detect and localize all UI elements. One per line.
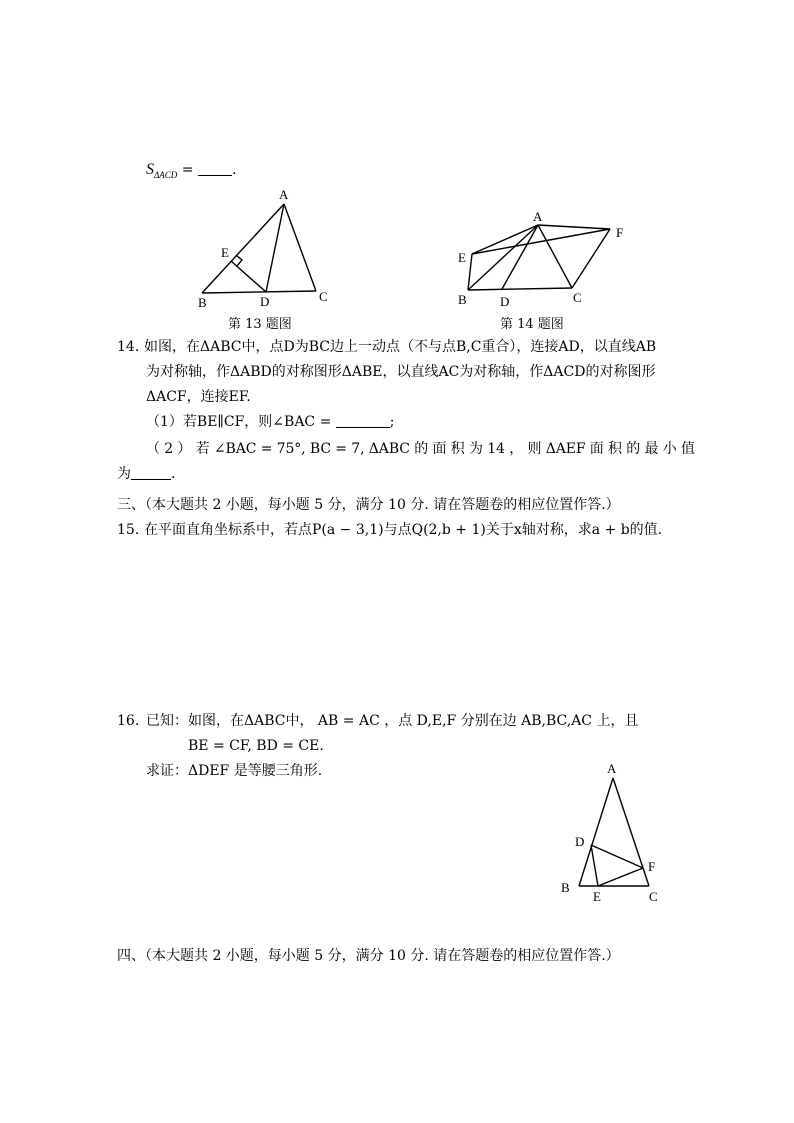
segment-ed: [231, 261, 266, 292]
area-subscript: ΔACD: [154, 169, 178, 180]
segment-bc: [202, 291, 316, 293]
segment-ac: [613, 778, 649, 886]
segment-ac: [284, 204, 316, 291]
q16-line-1: 已知：如图，在ΔABC中， AB = AC ，点 D,E,F 分别在边 AB,BC,AC 上，且: [146, 713, 639, 729]
label-d: D: [500, 294, 510, 309]
q14-line-3: ΔACF，连接EF.: [146, 389, 251, 405]
segment-ac: [538, 225, 572, 288]
label-c: C: [649, 889, 658, 904]
area-symbol: S: [146, 161, 154, 178]
label-a: A: [279, 187, 289, 202]
q14-part-2-line-1: （ 2 ） 若 ∠BAC = 75°, BC = 7, ΔABC 的 面 积 为 14 ， 则 ΔAEF 面 积 的 最 小 值: [146, 441, 695, 457]
q14-number: 14.: [117, 339, 140, 355]
q15-number: 15.: [117, 522, 140, 538]
q14-part-1: [146, 412, 395, 432]
right-angle-mark: [236, 255, 242, 266]
q14-part-1-text: （1）若BE∥CF，则∠BAC =: [146, 414, 332, 430]
q14-part-1-end: ;: [389, 414, 395, 430]
segment-ef: [472, 229, 610, 254]
q14-part-2-end: .: [171, 466, 176, 482]
q15-text: 在平面直角坐标系中，若点P(a − 3,1)与点Q(2,b + 1)关于x轴对称，求a + b的值.: [144, 522, 663, 538]
segment-fc: [572, 229, 610, 288]
segment-ad: [266, 204, 284, 292]
q16-number: 16.: [117, 713, 140, 729]
q14-part-2-prefix: 为: [117, 466, 131, 482]
figure-14: [450, 205, 640, 310]
segment-af: [538, 225, 610, 229]
label-b: B: [458, 292, 467, 307]
end-period: .: [231, 162, 237, 178]
figure-13-caption: 第 13 题图: [228, 317, 292, 332]
segment-de: [591, 845, 598, 886]
label-a: A: [533, 209, 543, 224]
figure-14-caption: 第 14 题图: [500, 317, 564, 332]
label-a: A: [607, 761, 617, 776]
label-b: B: [198, 295, 207, 310]
segment-ae: [472, 225, 538, 254]
segment-ab: [468, 225, 538, 290]
section-3-heading: 三、（本大题共 2 小题，每小题 5 分，满分 10 分. 请在答题卷的相应位置作答.）: [117, 497, 620, 513]
label-e: E: [593, 889, 601, 904]
label-c: C: [319, 289, 328, 304]
figure-16: [555, 758, 665, 908]
q14-part-2-blank[interactable]: [131, 465, 171, 480]
label-d: D: [575, 834, 585, 849]
q16-line-2: BE = CF, BD = CE.: [188, 738, 324, 754]
label-e: E: [458, 250, 466, 265]
segment-eb: [468, 254, 472, 290]
q14-part-2-line-2: [117, 464, 175, 484]
segment-ef: [598, 868, 643, 886]
label-c: C: [573, 290, 582, 305]
segment-ab: [202, 204, 284, 293]
figure-13: [190, 185, 340, 310]
label-e: E: [221, 245, 229, 260]
answer-blank[interactable]: [198, 161, 232, 176]
segment-ad: [502, 225, 538, 289]
q13-area-answer: [146, 160, 236, 185]
q14-line-1: 如图，在ΔABC中，点D为BC边上一动点（不与点B,C重合），连接AD，以直线AB: [144, 339, 657, 355]
segment-bc: [468, 288, 572, 290]
label-d: D: [260, 294, 270, 309]
q14-part-1-blank[interactable]: [336, 413, 390, 428]
q16-line-3: 求证：ΔDEF 是等腰三角形.: [146, 763, 323, 779]
label-f: F: [648, 859, 656, 874]
label-f: F: [616, 225, 624, 240]
equals-sign: =: [181, 162, 194, 178]
segment-ab: [579, 778, 613, 886]
label-b: B: [561, 880, 570, 895]
q14-line-2: 为对称轴，作ΔABD的对称图形ΔABE，以直线AC为对称轴，作ΔACD的对称图形: [146, 364, 656, 380]
section-4-heading: 四、（本大题共 2 小题，每小题 5 分，满分 10 分. 请在答题卷的相应位置作答.）: [117, 948, 620, 964]
segment-df: [591, 845, 643, 868]
